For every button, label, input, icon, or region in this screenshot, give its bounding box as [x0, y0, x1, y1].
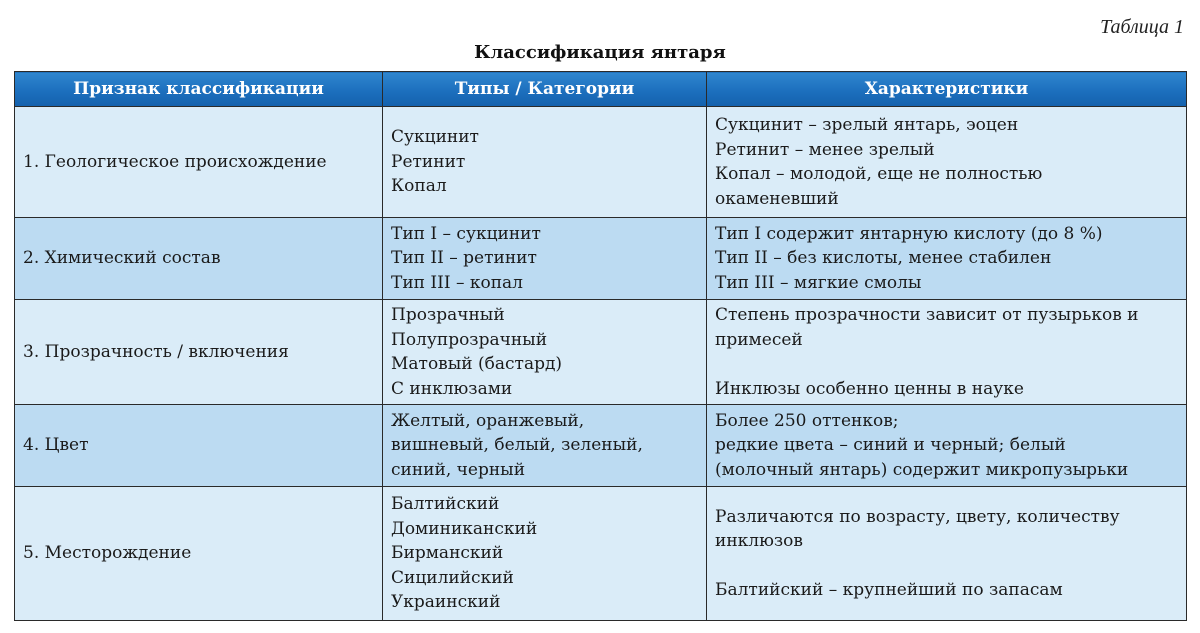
amber-classification-table	[14, 71, 1187, 621]
type-line: Доминиканский	[391, 518, 538, 539]
characteristic-line: Степень прозрачности зависит от пузырьков и	[715, 305, 1139, 325]
characteristics-cell	[707, 107, 1187, 218]
header-row	[15, 72, 1187, 107]
type-line: Тип I – сукцинит	[391, 223, 541, 244]
blank-line	[715, 554, 1178, 579]
characteristics-cell	[707, 487, 1187, 621]
type-line: Бирманский	[391, 543, 504, 564]
type-line: Ретинит	[391, 151, 466, 172]
table-row	[15, 218, 1187, 300]
type-line: Тип III – копал	[391, 272, 523, 293]
feature-text: 2. Химический состав	[23, 248, 221, 269]
characteristic-line: редкие цвета – синий и черный; белый	[715, 435, 1066, 456]
type-line: Матовый (бастард)	[391, 354, 563, 374]
header-feature: Признак классификации	[15, 72, 383, 107]
characteristic-line: Тип III – мягкие смолы	[715, 272, 922, 293]
feature-text: 5. Месторождение	[23, 543, 192, 564]
feature-cell	[15, 218, 383, 300]
characteristic-line: Сукцинит – зрелый янтарь, эоцен	[715, 115, 1019, 135]
table-row	[15, 107, 1187, 218]
type-line: Полупрозрачный	[391, 329, 548, 350]
blank-line	[715, 352, 1178, 377]
type-line: Украинский	[391, 592, 501, 613]
characteristic-line: (молочный янтарь) содержит микропузырьки	[715, 459, 1129, 480]
header-types: Типы / Категории	[383, 72, 707, 107]
type-line: Балтийский	[391, 494, 500, 515]
feature-cell	[15, 300, 383, 405]
feature-cell	[15, 107, 383, 218]
feature-cell	[15, 405, 383, 487]
header-characteristics: Характеристики	[707, 72, 1187, 107]
characteristic-line: Балтийский – крупнейший по запасам	[715, 580, 1063, 600]
table-row	[15, 487, 1187, 621]
characteristic-line: Тип I содержит янтарную кислоту (до 8 %)	[715, 223, 1103, 244]
characteristic-line: окаменевший	[715, 188, 839, 209]
types-cell	[383, 107, 707, 218]
characteristic-line: инклюзов	[715, 531, 803, 551]
type-line: Тип II – ретинит	[391, 248, 537, 269]
feature-cell	[15, 487, 383, 621]
characteristics-cell	[707, 300, 1187, 405]
feature-text: 3. Прозрачность / включения	[23, 341, 289, 362]
characteristics-cell	[707, 218, 1187, 300]
table-row	[15, 300, 1187, 405]
type-line: Желтый, оранжевый,	[391, 410, 585, 431]
types-cell	[383, 218, 707, 300]
characteristic-line: Инклюзы особенно ценны в науке	[715, 378, 1024, 399]
characteristics-cell	[707, 405, 1187, 487]
type-line: Прозрачный	[391, 305, 505, 325]
feature-text: 1. Геологическое происхождение	[23, 151, 327, 172]
type-line: С инклюзами	[391, 378, 513, 399]
type-line: Сукцинит	[391, 127, 479, 148]
feature-text: 4. Цвет	[23, 435, 89, 456]
characteristic-line: Копал – молодой, еще не полностью	[715, 164, 1043, 184]
type-line: Копал	[391, 176, 447, 197]
characteristic-line: Ретинит – менее зрелый	[715, 139, 935, 160]
types-cell	[383, 487, 707, 621]
characteristic-line: примесей	[715, 329, 803, 350]
types-cell	[383, 405, 707, 487]
characteristic-line: Различаются по возрасту, цвету, количеству	[715, 506, 1120, 527]
type-line: синий, черный	[391, 459, 526, 480]
characteristic-line: Более 250 оттенков;	[715, 410, 899, 431]
table-row	[15, 405, 1187, 487]
type-line: Сицилийский	[391, 567, 514, 588]
characteristic-line: Тип II – без кислоты, менее стабилен	[715, 248, 1052, 269]
type-line: вишневый, белый, зеленый,	[391, 435, 643, 456]
types-cell	[383, 300, 707, 405]
table-number-label: Таблица 1	[1100, 16, 1184, 38]
table-title: Классификация янтаря	[474, 42, 726, 63]
